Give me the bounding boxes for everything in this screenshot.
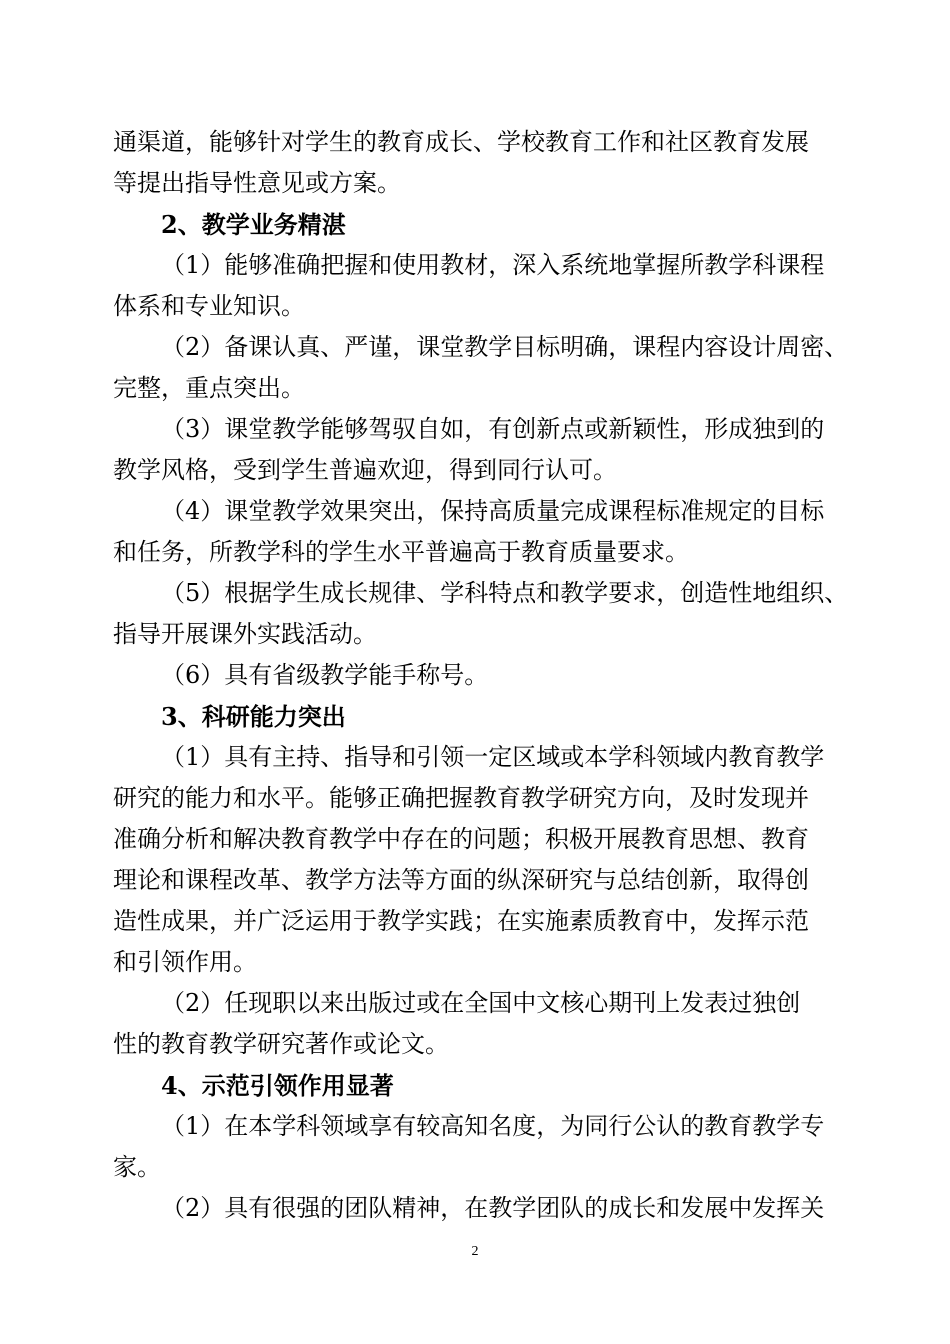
body-line: 指导开展课外实践活动。: [113, 620, 377, 648]
body-line: 理论和课程改革、教学方法等方面的纵深研究与总结创新，取得创: [113, 866, 809, 894]
body-line: 教学风格，受到学生普遍欢迎，得到同行认可。: [113, 456, 617, 484]
list-item-start: （1）具有主持、指导和引领一定区域或本学科领域内教育教学: [161, 743, 825, 771]
body-line: 和任务，所教学科的学生水平普遍高于教育质量要求。: [113, 538, 689, 566]
list-item-start: （1）能够准确把握和使用教材，深入系统地掌握所教学科课程: [161, 251, 825, 279]
list-item-start: （2）具有很强的团队精神，在教学团队的成长和发展中发挥关: [161, 1194, 825, 1222]
body-line: 等提出指导性意见或方案。: [113, 169, 401, 197]
list-item-start: （5）根据学生成长规律、学科特点和教学要求，创造性地组织、: [161, 579, 849, 607]
list-item-start: （4）课堂教学效果突出，保持高质量完成课程标准规定的目标: [161, 497, 825, 525]
list-item-start: （2）备课认真、严谨，课堂教学目标明确，课程内容设计周密、: [161, 333, 849, 361]
body-line: 造性成果，并广泛运用于教学实践；在实施素质教育中，发挥示范: [113, 907, 809, 935]
list-item-start: （2）任现职以来出版过或在全国中文核心期刊上发表过独创: [161, 989, 801, 1017]
body-line: 研究的能力和水平。能够正确把握教育教学研究方向，及时发现并: [113, 784, 809, 812]
section-heading: 2、教学业务精湛: [161, 210, 346, 239]
body-line: 完整，重点突出。: [113, 374, 305, 402]
section-heading: 4、示范引领作用显著: [161, 1071, 394, 1100]
body-line: 准确分析和解决教育教学中存在的问题；积极开展教育思想、教育: [113, 825, 809, 853]
list-item-start: （1）在本学科领域享有较高知名度，为同行公认的教育教学专: [161, 1112, 825, 1140]
body-line: 性的教育教学研究著作或论文。: [113, 1030, 449, 1058]
list-item-start: （6）具有省级教学能手称号。: [161, 661, 489, 689]
body-line: 和引领作用。: [113, 948, 257, 976]
body-line: 通渠道，能够针对学生的教育成长、学校教育工作和社区教育发展: [113, 128, 809, 156]
list-item-start: （3）课堂教学能够驾驭自如，有创新点或新颖性，形成独到的: [161, 415, 825, 443]
body-line: 家。: [113, 1153, 161, 1181]
section-heading: 3、科研能力突出: [161, 702, 346, 731]
page-number: 2: [471, 1244, 479, 1259]
body-line: 体系和专业知识。: [113, 292, 305, 320]
document-body: [113, 122, 848, 1229]
